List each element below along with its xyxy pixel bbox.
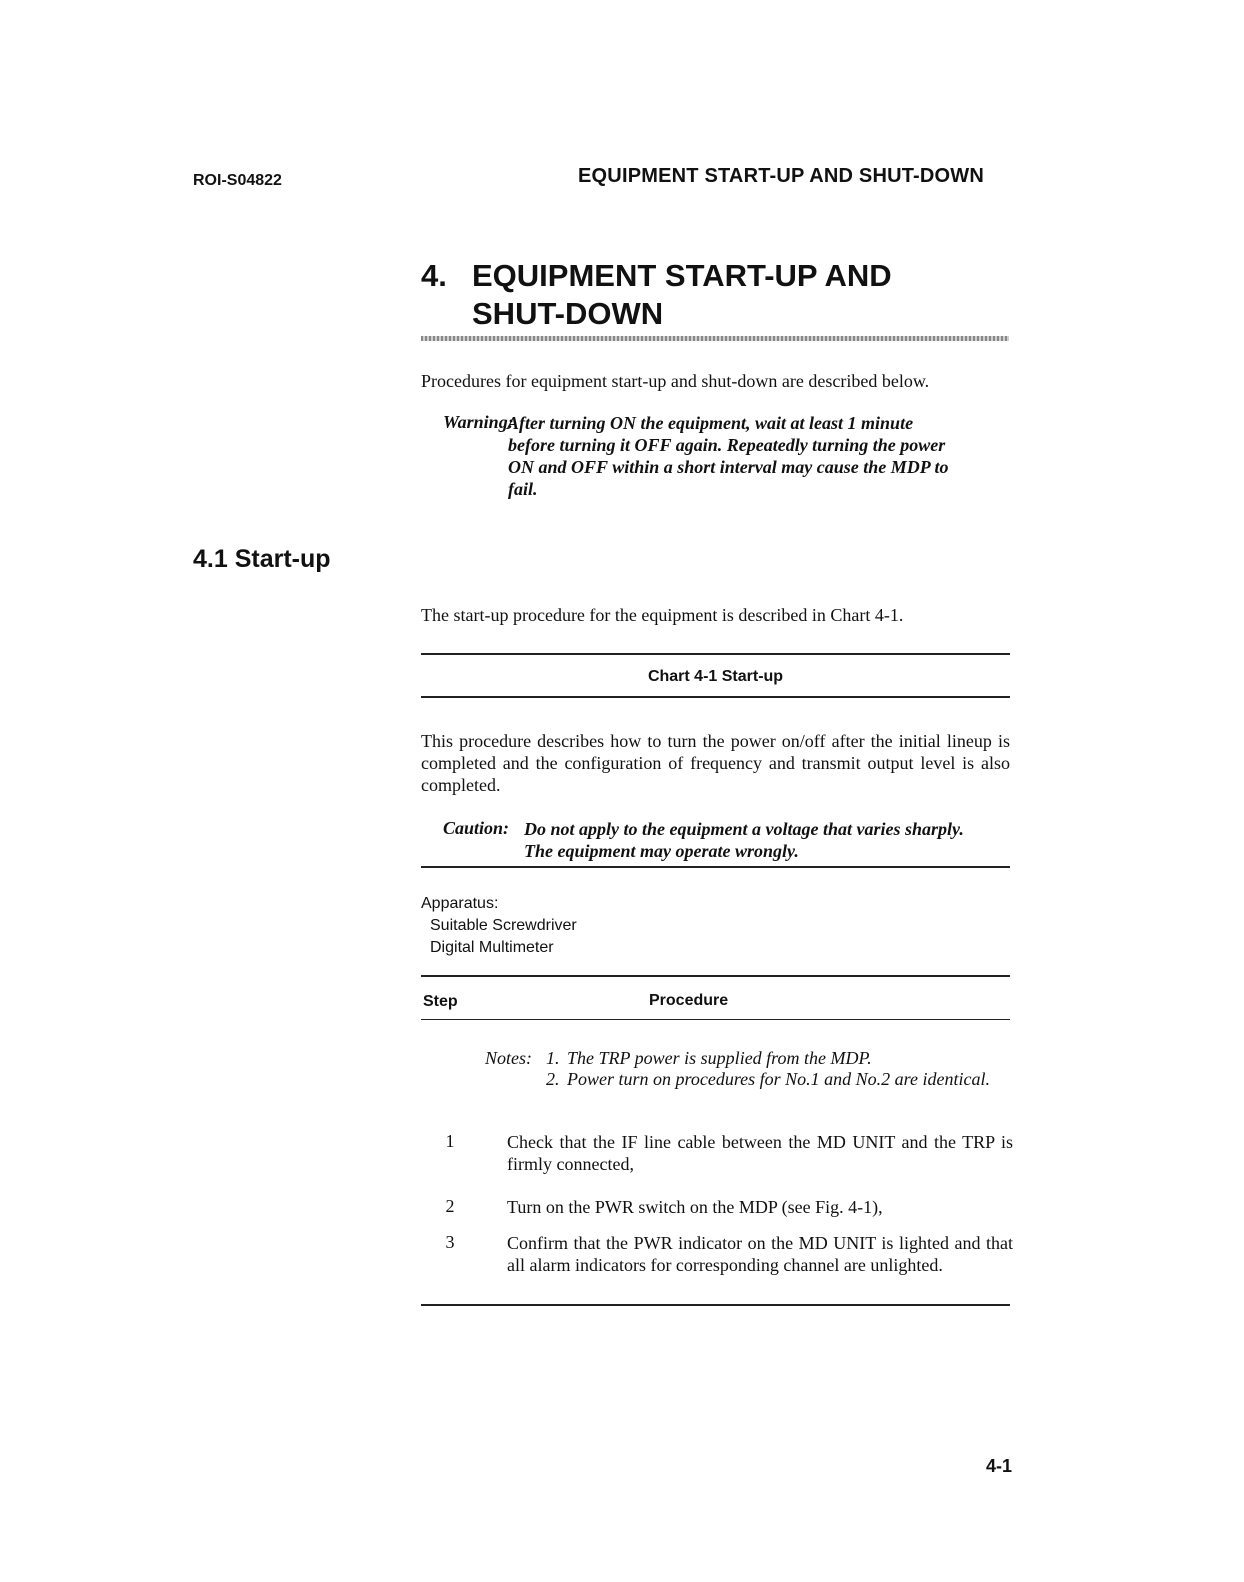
- note-item: [546, 1048, 1012, 1069]
- apparatus-block: [421, 893, 577, 959]
- warning-line: After turning ON the equipment, wait at least 1 minute: [507, 413, 914, 433]
- note-item: [546, 1069, 1012, 1090]
- document-id: ROI-S04822: [193, 172, 282, 189]
- chart-description: This procedure describes how to turn the power on/off after the initial lineup is completed and the configuration of frequency and transmit output level is also completed.: [421, 731, 1010, 795]
- chapter-intro: Procedures for equipment start-up and shut-down are described below.: [421, 371, 930, 391]
- column-header-step: Step: [423, 993, 458, 1010]
- note-number: 2.: [546, 1069, 560, 1089]
- chart-title-rule: [421, 696, 1010, 698]
- caution-line: Do not apply to the equipment a voltage that varies sharply.: [524, 819, 964, 839]
- chapter-title-line1: EQUIPMENT START-UP AND: [472, 258, 892, 293]
- section-intro: The start-up procedure for the equipment is described in Chart 4-1.: [421, 605, 904, 625]
- section-title: 4.1 Start-up: [193, 545, 331, 573]
- warning-line: fail.: [508, 479, 538, 499]
- column-header-procedure: Procedure: [649, 992, 729, 1009]
- warning-text: [508, 412, 1008, 500]
- step-text: Turn on the PWR switch on the MDP (see Fig. 4-1),: [507, 1197, 883, 1217]
- notes-list: [546, 1048, 1012, 1090]
- chapter-title-rule: [421, 336, 1009, 341]
- caution-line: The equipment may operate wrongly.: [524, 841, 799, 861]
- running-header-title: EQUIPMENT START-UP AND SHUT-DOWN: [578, 165, 985, 187]
- step-number: 2: [445, 1196, 455, 1216]
- note-number: 1.: [546, 1048, 560, 1068]
- chart-title: Chart 4-1 Start-up: [647, 668, 784, 685]
- caution-label: Caution:: [443, 818, 510, 838]
- warning-label: Warning:: [443, 412, 514, 432]
- step-number: 1: [445, 1131, 455, 1151]
- chapter-number: 4.: [421, 258, 447, 293]
- step-text: Confirm that the PWR indicator on the MD UNIT is lighted and that all alarm indicators for corresponding channel are unlighted.: [507, 1233, 1013, 1275]
- warning-line: before turning it OFF again. Repeatedly turning the power: [508, 435, 946, 455]
- chart-top-rule: [421, 653, 1010, 655]
- notes-label: Notes:: [485, 1048, 532, 1068]
- note-text: Power turn on procedures for No.1 and No.2 are identical.: [567, 1069, 990, 1089]
- apparatus-item: Digital Multimeter: [430, 939, 554, 956]
- warning-line: ON and OFF within a short interval may cause the MDP to: [508, 457, 949, 477]
- caution-text: [524, 818, 1010, 862]
- apparatus-item: Suitable Screwdriver: [430, 917, 577, 934]
- step-number: 3: [445, 1232, 455, 1252]
- table-bottom-rule: [421, 1304, 1010, 1306]
- caution-rule: [421, 866, 1010, 868]
- apparatus-label: Apparatus:: [421, 895, 499, 912]
- note-text: The TRP power is supplied from the MDP.: [567, 1048, 872, 1068]
- table-header-rule: [421, 1019, 1010, 1020]
- step-text: Check that the IF line cable between the MD UNIT and the TRP is firmly connected,: [507, 1132, 1013, 1174]
- table-top-rule: [421, 975, 1010, 977]
- chapter-title-line2: SHUT-DOWN: [472, 296, 664, 331]
- page-number: 4-1: [986, 1456, 1013, 1476]
